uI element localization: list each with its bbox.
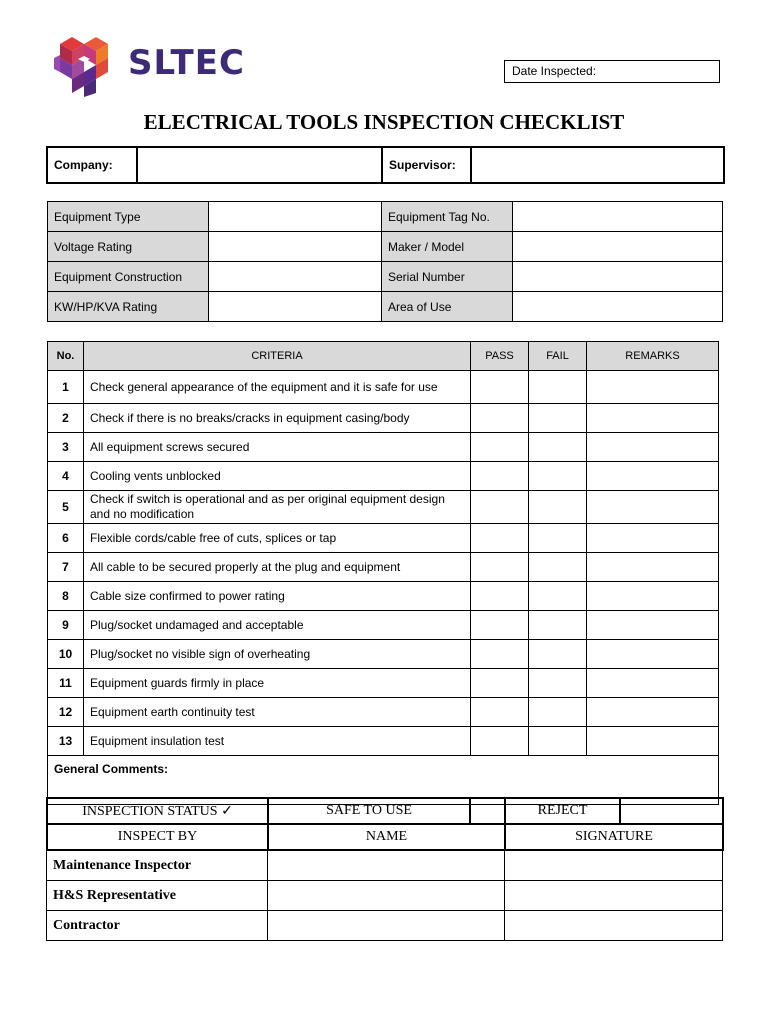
remarks-field[interactable] <box>587 669 719 698</box>
criteria-text: Flexible cords/cable free of cuts, splices or tap <box>84 524 471 553</box>
signatory-row <box>47 881 723 911</box>
criteria-row <box>48 553 719 582</box>
pass-checkbox[interactable] <box>471 433 529 462</box>
criteria-text: Plug/socket undamaged and acceptable <box>84 611 471 640</box>
equipment-right-field[interactable] <box>513 202 723 232</box>
criteria-text: Plug/socket no visible sign of overheating <box>84 640 471 669</box>
inspect-by-header: INSPECT BY <box>47 824 268 850</box>
equipment-left-label: Equipment Construction <box>48 262 209 292</box>
equipment-row <box>48 202 723 232</box>
remarks-field[interactable] <box>587 404 719 433</box>
fail-checkbox[interactable] <box>529 433 587 462</box>
reject-checkbox[interactable] <box>620 798 723 824</box>
criteria-row <box>48 524 719 553</box>
pass-checkbox[interactable] <box>471 611 529 640</box>
fail-checkbox[interactable] <box>529 698 587 727</box>
signatory-role: H&S Representative <box>47 881 268 911</box>
date-inspected-label: Date Inspected: <box>512 64 597 78</box>
safe-to-use-label: SAFE TO USE <box>268 798 470 824</box>
fail-checkbox[interactable] <box>529 524 587 553</box>
criteria-text: Equipment insulation test <box>84 727 471 756</box>
equipment-right-field[interactable] <box>513 262 723 292</box>
criteria-number: 10 <box>48 640 84 669</box>
criteria-number: 2 <box>48 404 84 433</box>
remarks-field[interactable] <box>587 371 719 404</box>
equipment-left-field[interactable] <box>209 262 382 292</box>
equipment-right-label: Maker / Model <box>382 232 513 262</box>
criteria-text: Equipment earth continuity test <box>84 698 471 727</box>
equipment-left-field[interactable] <box>209 202 382 232</box>
criteria-row <box>48 611 719 640</box>
supervisor-field[interactable] <box>471 147 724 183</box>
remarks-field[interactable] <box>587 491 719 524</box>
inspection-status-table <box>46 797 724 851</box>
fail-checkbox[interactable] <box>529 462 587 491</box>
equipment-left-label: Voltage Rating <box>48 232 209 262</box>
fail-checkbox[interactable] <box>529 404 587 433</box>
criteria-number: 11 <box>48 669 84 698</box>
pass-header: PASS <box>471 342 529 371</box>
criteria-number: 5 <box>48 491 84 524</box>
remarks-field[interactable] <box>587 582 719 611</box>
signatory-name-field[interactable] <box>268 851 505 881</box>
signatory-name-field[interactable] <box>268 881 505 911</box>
safe-to-use-checkbox[interactable] <box>470 798 505 824</box>
remarks-field[interactable] <box>587 611 719 640</box>
company-supervisor-table <box>46 146 725 184</box>
pass-checkbox[interactable] <box>471 727 529 756</box>
fail-header: FAIL <box>529 342 587 371</box>
pass-checkbox[interactable] <box>471 462 529 491</box>
signatory-signature-field[interactable] <box>505 911 723 941</box>
criteria-table <box>47 341 719 805</box>
criteria-row <box>48 462 719 491</box>
equipment-right-label: Equipment Tag No. <box>382 202 513 232</box>
criteria-number: 3 <box>48 433 84 462</box>
criteria-row <box>48 698 719 727</box>
criteria-text: Equipment guards firmly in place <box>84 669 471 698</box>
equipment-left-field[interactable] <box>209 292 382 322</box>
criteria-row <box>48 491 719 524</box>
pass-checkbox[interactable] <box>471 698 529 727</box>
equipment-row <box>48 262 723 292</box>
signatory-role: Contractor <box>47 911 268 941</box>
criteria-number: 4 <box>48 462 84 491</box>
criteria-number: 9 <box>48 611 84 640</box>
signatory-name-field[interactable] <box>268 911 505 941</box>
signatory-row <box>47 911 723 941</box>
equipment-right-label: Area of Use <box>382 292 513 322</box>
criteria-text: All cable to be secured properly at the plug and equipment <box>84 553 471 582</box>
fail-checkbox[interactable] <box>529 371 587 404</box>
pass-checkbox[interactable] <box>471 640 529 669</box>
criteria-row <box>48 433 719 462</box>
equipment-right-field[interactable] <box>513 232 723 262</box>
criteria-row <box>48 371 719 404</box>
fail-checkbox[interactable] <box>529 582 587 611</box>
fail-checkbox[interactable] <box>529 669 587 698</box>
equipment-row <box>48 292 723 322</box>
pass-checkbox[interactable] <box>471 524 529 553</box>
equipment-right-label: Serial Number <box>382 262 513 292</box>
criteria-number: 1 <box>48 371 84 404</box>
criteria-row <box>48 404 719 433</box>
signatories-table <box>46 850 723 941</box>
criteria-text: All equipment screws secured <box>84 433 471 462</box>
signatory-role: Maintenance Inspector <box>47 851 268 881</box>
criteria-row <box>48 669 719 698</box>
remarks-header: REMARKS <box>587 342 719 371</box>
company-field[interactable] <box>137 147 382 183</box>
criteria-text: Check if switch is operational and as per original equipment design and no modification <box>84 491 471 524</box>
remarks-field[interactable] <box>587 698 719 727</box>
criteria-text: Cooling vents unblocked <box>84 462 471 491</box>
remarks-field[interactable] <box>587 433 719 462</box>
fail-checkbox[interactable] <box>529 611 587 640</box>
criteria-number: 6 <box>48 524 84 553</box>
equipment-row <box>48 232 723 262</box>
equipment-left-label: KW/HP/KVA Rating <box>48 292 209 322</box>
remarks-field[interactable] <box>587 727 719 756</box>
pass-checkbox[interactable] <box>471 404 529 433</box>
fail-checkbox[interactable] <box>529 553 587 582</box>
signature-header: SIGNATURE <box>505 824 723 850</box>
criteria-row <box>48 582 719 611</box>
criteria-header-row <box>48 342 719 371</box>
supervisor-label: Supervisor: <box>382 147 471 183</box>
signatory-row <box>47 851 723 881</box>
criteria-number: 12 <box>48 698 84 727</box>
equipment-left-label: Equipment Type <box>48 202 209 232</box>
criteria-text: Check if there is no breaks/cracks in equipment casing/body <box>84 404 471 433</box>
criteria-number: 8 <box>48 582 84 611</box>
inspection-status-label: INSPECTION STATUS ✓ <box>47 798 268 824</box>
criteria-text: Cable size confirmed to power rating <box>84 582 471 611</box>
pass-checkbox[interactable] <box>471 669 529 698</box>
equipment-right-field[interactable] <box>513 292 723 322</box>
criteria-row <box>48 727 719 756</box>
criteria-text: Check general appearance of the equipment and it is safe for use <box>84 371 471 404</box>
remarks-field[interactable] <box>587 640 719 669</box>
fail-checkbox[interactable] <box>529 727 587 756</box>
remarks-field[interactable] <box>587 553 719 582</box>
company-logo <box>52 35 262 97</box>
company-label: Company: <box>47 147 137 183</box>
equipment-details-table <box>47 201 723 322</box>
remarks-field[interactable] <box>587 524 719 553</box>
equipment-left-field[interactable] <box>209 232 382 262</box>
signatory-signature-field[interactable] <box>505 881 723 911</box>
pass-checkbox[interactable] <box>471 582 529 611</box>
signatory-signature-field[interactable] <box>505 851 723 881</box>
fail-checkbox[interactable] <box>529 491 587 524</box>
criteria-number: 7 <box>48 553 84 582</box>
sltec-cube-logo-icon <box>52 35 118 97</box>
brand-name: SLTEC <box>128 43 245 83</box>
fail-checkbox[interactable] <box>529 640 587 669</box>
pass-checkbox[interactable] <box>471 553 529 582</box>
pass-checkbox[interactable] <box>471 371 529 404</box>
general-comments-field[interactable]: General Comments: <box>48 756 719 805</box>
no-header: No. <box>48 342 84 371</box>
document-title: ELECTRICAL TOOLS INSPECTION CHECKLIST <box>143 110 625 134</box>
reject-label: REJECT <box>505 798 620 824</box>
criteria-row <box>48 640 719 669</box>
name-header: NAME <box>268 824 505 850</box>
date-inspected-field[interactable] <box>504 60 720 83</box>
remarks-field[interactable] <box>587 462 719 491</box>
pass-checkbox[interactable] <box>471 491 529 524</box>
criteria-number: 13 <box>48 727 84 756</box>
criteria-header: CRITERIA <box>84 342 471 371</box>
